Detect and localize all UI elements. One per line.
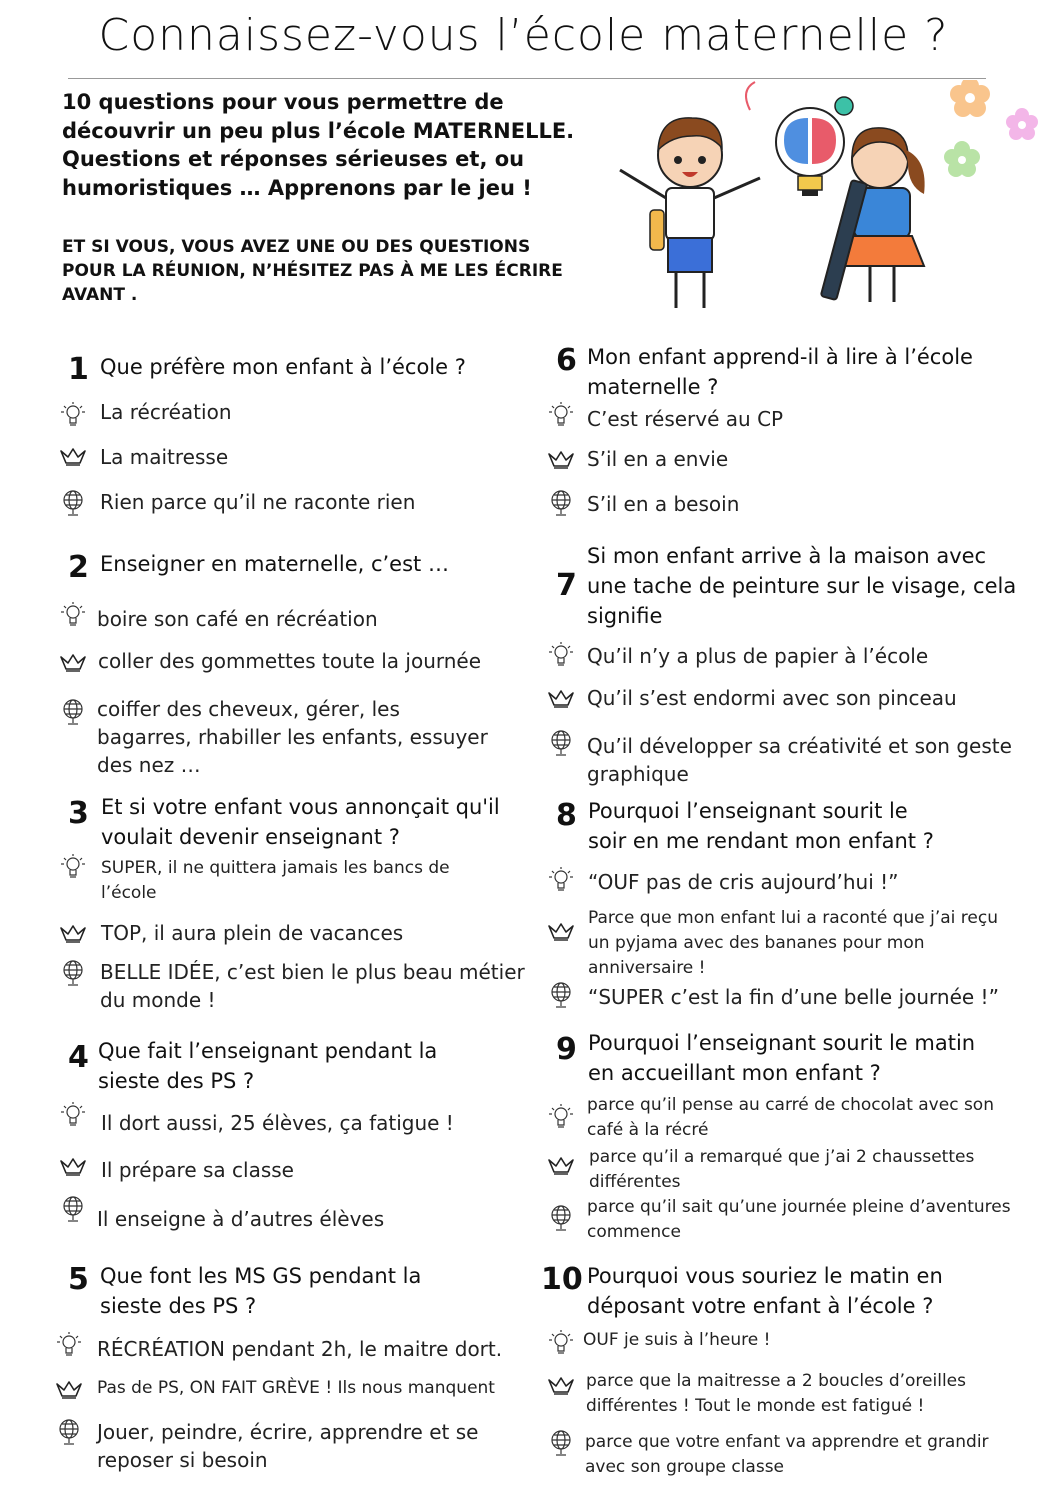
globe-icon: [58, 697, 88, 727]
note-line: POUR LA RÉUNION, N’HÉSITEZ PAS À ME LES ÉCRIRE: [62, 261, 563, 281]
question-number: 9: [556, 1032, 577, 1067]
globe-icon: [58, 488, 88, 518]
crown-icon: [546, 918, 576, 948]
answer-line: parce que votre enfant va apprendre et grandir: [585, 1432, 989, 1452]
intro-line: humoristiques … Apprenons par le jeu !: [62, 175, 532, 200]
answer-option: [588, 868, 899, 896]
answer-option: [97, 1418, 478, 1474]
question-text: [588, 796, 934, 856]
question-line: Mon enfant apprend-il à lire à l’école: [587, 345, 973, 369]
answer-line: SUPER, il ne quittera jamais les bancs de: [101, 858, 450, 878]
globe-icon: [546, 728, 576, 758]
answer-line: bagarres, rhabiller les enfants, essuyer: [97, 725, 488, 749]
answer-line: Rien parce qu’il ne raconte rien: [100, 490, 416, 514]
answer-line: boire son café en récréation: [97, 607, 378, 631]
question-number: 2: [68, 550, 89, 585]
answer-line: OUF je suis à l’heure !: [583, 1330, 771, 1350]
question-text: [100, 1261, 421, 1321]
question-text: [588, 1028, 975, 1088]
answer-option: [589, 1145, 974, 1195]
answer-line: Jouer, peindre, écrire, apprendre et se: [97, 1420, 479, 1444]
question-line: en accueillant mon enfant ?: [588, 1061, 881, 1085]
question-line: soir en me rendant mon enfant ?: [588, 829, 934, 853]
answer-option: [100, 443, 228, 471]
lightbulb-icon: [546, 400, 576, 430]
question-text: [100, 549, 449, 579]
crown-icon: [58, 920, 88, 950]
intro-note: [62, 235, 582, 307]
answer-line: différentes: [589, 1172, 681, 1192]
question-text: [98, 1036, 437, 1096]
answer-option: [97, 605, 378, 633]
answer-line: S’il en a envie: [587, 447, 729, 471]
intro-text: [62, 88, 582, 202]
flower-icon: [1006, 108, 1038, 140]
lightbulb-icon: [58, 600, 88, 630]
answer-option: [587, 405, 783, 433]
answer-line: anniversaire !: [588, 958, 706, 978]
answer-line: Il prépare sa classe: [101, 1158, 294, 1182]
answer-option: [100, 398, 232, 426]
answer-line: reposer si besoin: [97, 1448, 268, 1472]
question-line: signifie: [587, 604, 663, 628]
question-line: Si mon enfant arrive à la maison avec: [587, 544, 987, 568]
answer-option: [585, 1430, 989, 1480]
answer-option: [588, 906, 998, 981]
crown-icon: [546, 685, 576, 715]
globe-icon: [546, 980, 576, 1010]
question-line: une tache de peinture sur le visage, cela: [587, 574, 1017, 598]
answer-option: [587, 684, 957, 712]
answer-line: RÉCRÉATION pendant 2h, le maitre dort.: [97, 1337, 503, 1361]
question-text: [101, 792, 500, 852]
answer-line: parce que la maitresse a 2 boucles d’oreilles: [586, 1371, 966, 1391]
question-number: 6: [556, 343, 577, 378]
answer-line: coller des gommettes toute la journée: [98, 649, 482, 673]
answer-line: Il enseigne à d’autres élèves: [97, 1207, 385, 1231]
question-text: [587, 541, 1016, 631]
title-divider: [68, 78, 986, 79]
globe-icon: [58, 1194, 88, 1224]
question-line: sieste des PS ?: [100, 1294, 257, 1318]
answer-line: La maitresse: [100, 445, 229, 469]
page-title: Connaissez-vous l’école maternelle ?: [98, 10, 949, 61]
question-line: sieste des PS ?: [98, 1069, 255, 1093]
answer-line: Qu’il n’y a plus de papier à l’école: [587, 644, 929, 668]
question-number: 10: [541, 1262, 583, 1297]
answer-option: [587, 445, 728, 473]
crown-icon: [546, 1152, 576, 1182]
answer-line: Il dort aussi, 25 élèves, ça fatigue !: [101, 1111, 454, 1135]
answer-option: [587, 732, 1012, 788]
flower-icon: [950, 80, 990, 117]
answer-line: parce qu’il sait qu’une journée pleine d’aventures: [587, 1197, 1011, 1217]
answer-option: [101, 1156, 294, 1184]
crown-icon: [546, 1372, 576, 1402]
globe-icon: [58, 958, 88, 988]
answer-line: Parce que mon enfant lui a raconté que j’ai reçu: [588, 908, 998, 928]
lightbulb-icon: [546, 640, 576, 670]
question-text: [587, 1261, 943, 1321]
answer-option: [586, 1369, 966, 1419]
answer-option: [100, 958, 525, 1014]
answer-option: [587, 490, 739, 518]
answer-option: [98, 647, 481, 675]
question-number: 3: [68, 796, 89, 831]
question-number: 4: [68, 1040, 89, 1075]
question-number: 7: [556, 568, 577, 603]
answer-line: BELLE IDÉE, c’est bien le plus beau métier: [100, 960, 525, 984]
brain-bulb-icon: [746, 82, 853, 196]
answer-line: Qu’il s’est endormi avec son pinceau: [587, 686, 957, 710]
answer-option: [97, 1376, 495, 1401]
question-text: [100, 352, 466, 382]
note-line: AVANT .: [62, 285, 138, 305]
answer-line: “SUPER c’est la fin d’une belle journée !”: [588, 985, 999, 1009]
lightbulb-icon: [54, 1330, 84, 1360]
lightbulb-icon: [546, 1102, 576, 1132]
answer-option: [587, 1195, 1011, 1245]
intro-line: Questions et réponses sérieuses et, ou: [62, 147, 525, 171]
answer-option: [587, 642, 928, 670]
question-number: 1: [68, 352, 89, 387]
globe-icon: [546, 488, 576, 518]
globe-icon: [546, 1428, 576, 1458]
flower-icon: [944, 141, 980, 177]
answer-line: du monde !: [100, 988, 216, 1012]
lightbulb-icon: [546, 1328, 576, 1358]
answer-line: différentes ! Tout le monde est fatigué !: [586, 1396, 925, 1416]
answer-line: un pyjama avec des bananes pour mon: [588, 933, 925, 953]
crown-icon: [58, 443, 88, 473]
intro-line: découvrir un peu plus l’école MATERNELLE.: [62, 118, 575, 143]
question-text: [587, 342, 973, 402]
answer-line: S’il en a besoin: [587, 492, 740, 516]
question-line: voulait devenir enseignant ?: [101, 825, 400, 849]
answer-option: [101, 919, 403, 947]
question-line: Que font les MS GS pendant la: [100, 1264, 422, 1288]
crown-icon: [54, 1376, 84, 1406]
question-line: Et si votre enfant vous annonçait qu'il: [101, 795, 500, 819]
question-line: Pourquoi l’enseignant sourit le matin: [588, 1031, 976, 1055]
globe-icon: [546, 1203, 576, 1233]
crown-icon: [546, 446, 576, 476]
answer-option: [101, 1109, 454, 1137]
lightbulb-icon: [58, 852, 88, 882]
answer-line: Qu’il développer sa créativité et son geste: [587, 734, 1012, 758]
lightbulb-icon: [58, 400, 88, 430]
answer-line: graphique: [587, 762, 689, 786]
answer-option: [587, 1093, 994, 1143]
question-line: Que préfère mon enfant à l’école ?: [100, 355, 466, 379]
answer-line: des nez …: [97, 753, 201, 777]
note-line: ET SI VOUS, VOUS AVEZ UNE OU DES QUESTIONS: [62, 237, 531, 257]
answer-option: [588, 983, 999, 1011]
boy-illustration: [620, 118, 760, 308]
answer-option: [100, 488, 415, 516]
question-number: 5: [68, 1262, 89, 1297]
lightbulb-icon: [546, 865, 576, 895]
answer-line: l’école: [101, 883, 157, 903]
answer-line: C’est réservé au CP: [587, 407, 784, 431]
question-line: déposant votre enfant à l’école ?: [587, 1294, 934, 1318]
answer-option: [583, 1328, 770, 1353]
answer-line: Pas de PS, ON FAIT GRÈVE ! Ils nous manquent: [97, 1378, 495, 1398]
answer-option: [97, 695, 488, 779]
answer-line: café à la récré: [587, 1120, 709, 1140]
answer-line: avec son groupe classe: [585, 1457, 785, 1477]
crown-icon: [58, 1153, 88, 1183]
answer-line: parce qu’il a remarqué que j’ai 2 chaussettes: [589, 1147, 975, 1167]
answer-option: [101, 856, 450, 906]
answer-line: “OUF pas de cris aujourd’hui !”: [588, 870, 899, 894]
question-line: maternelle ?: [587, 375, 719, 399]
answer-line: commence: [587, 1222, 681, 1242]
answer-line: TOP, il aura plein de vacances: [101, 921, 404, 945]
question-line: Que fait l’enseignant pendant la: [98, 1039, 438, 1063]
intro-line: 10 questions pour vous permettre de: [62, 90, 504, 114]
answer-option: [97, 1205, 384, 1233]
globe-icon: [54, 1417, 84, 1447]
answer-line: parce qu’il pense au carré de chocolat avec son: [587, 1095, 994, 1115]
question-number: 8: [556, 798, 577, 833]
question-line: Pourquoi l’enseignant sourit le: [588, 799, 908, 823]
answer-option: [97, 1335, 502, 1363]
question-line: Enseigner en maternelle, c’est …: [100, 552, 449, 576]
question-line: Pourquoi vous souriez le matin en: [587, 1264, 943, 1288]
children-illustration: [590, 80, 1045, 330]
crown-icon: [58, 649, 88, 679]
answer-line: La récréation: [100, 400, 232, 424]
answer-line: coiffer des cheveux, gérer, les: [97, 697, 400, 721]
lightbulb-icon: [58, 1100, 88, 1130]
